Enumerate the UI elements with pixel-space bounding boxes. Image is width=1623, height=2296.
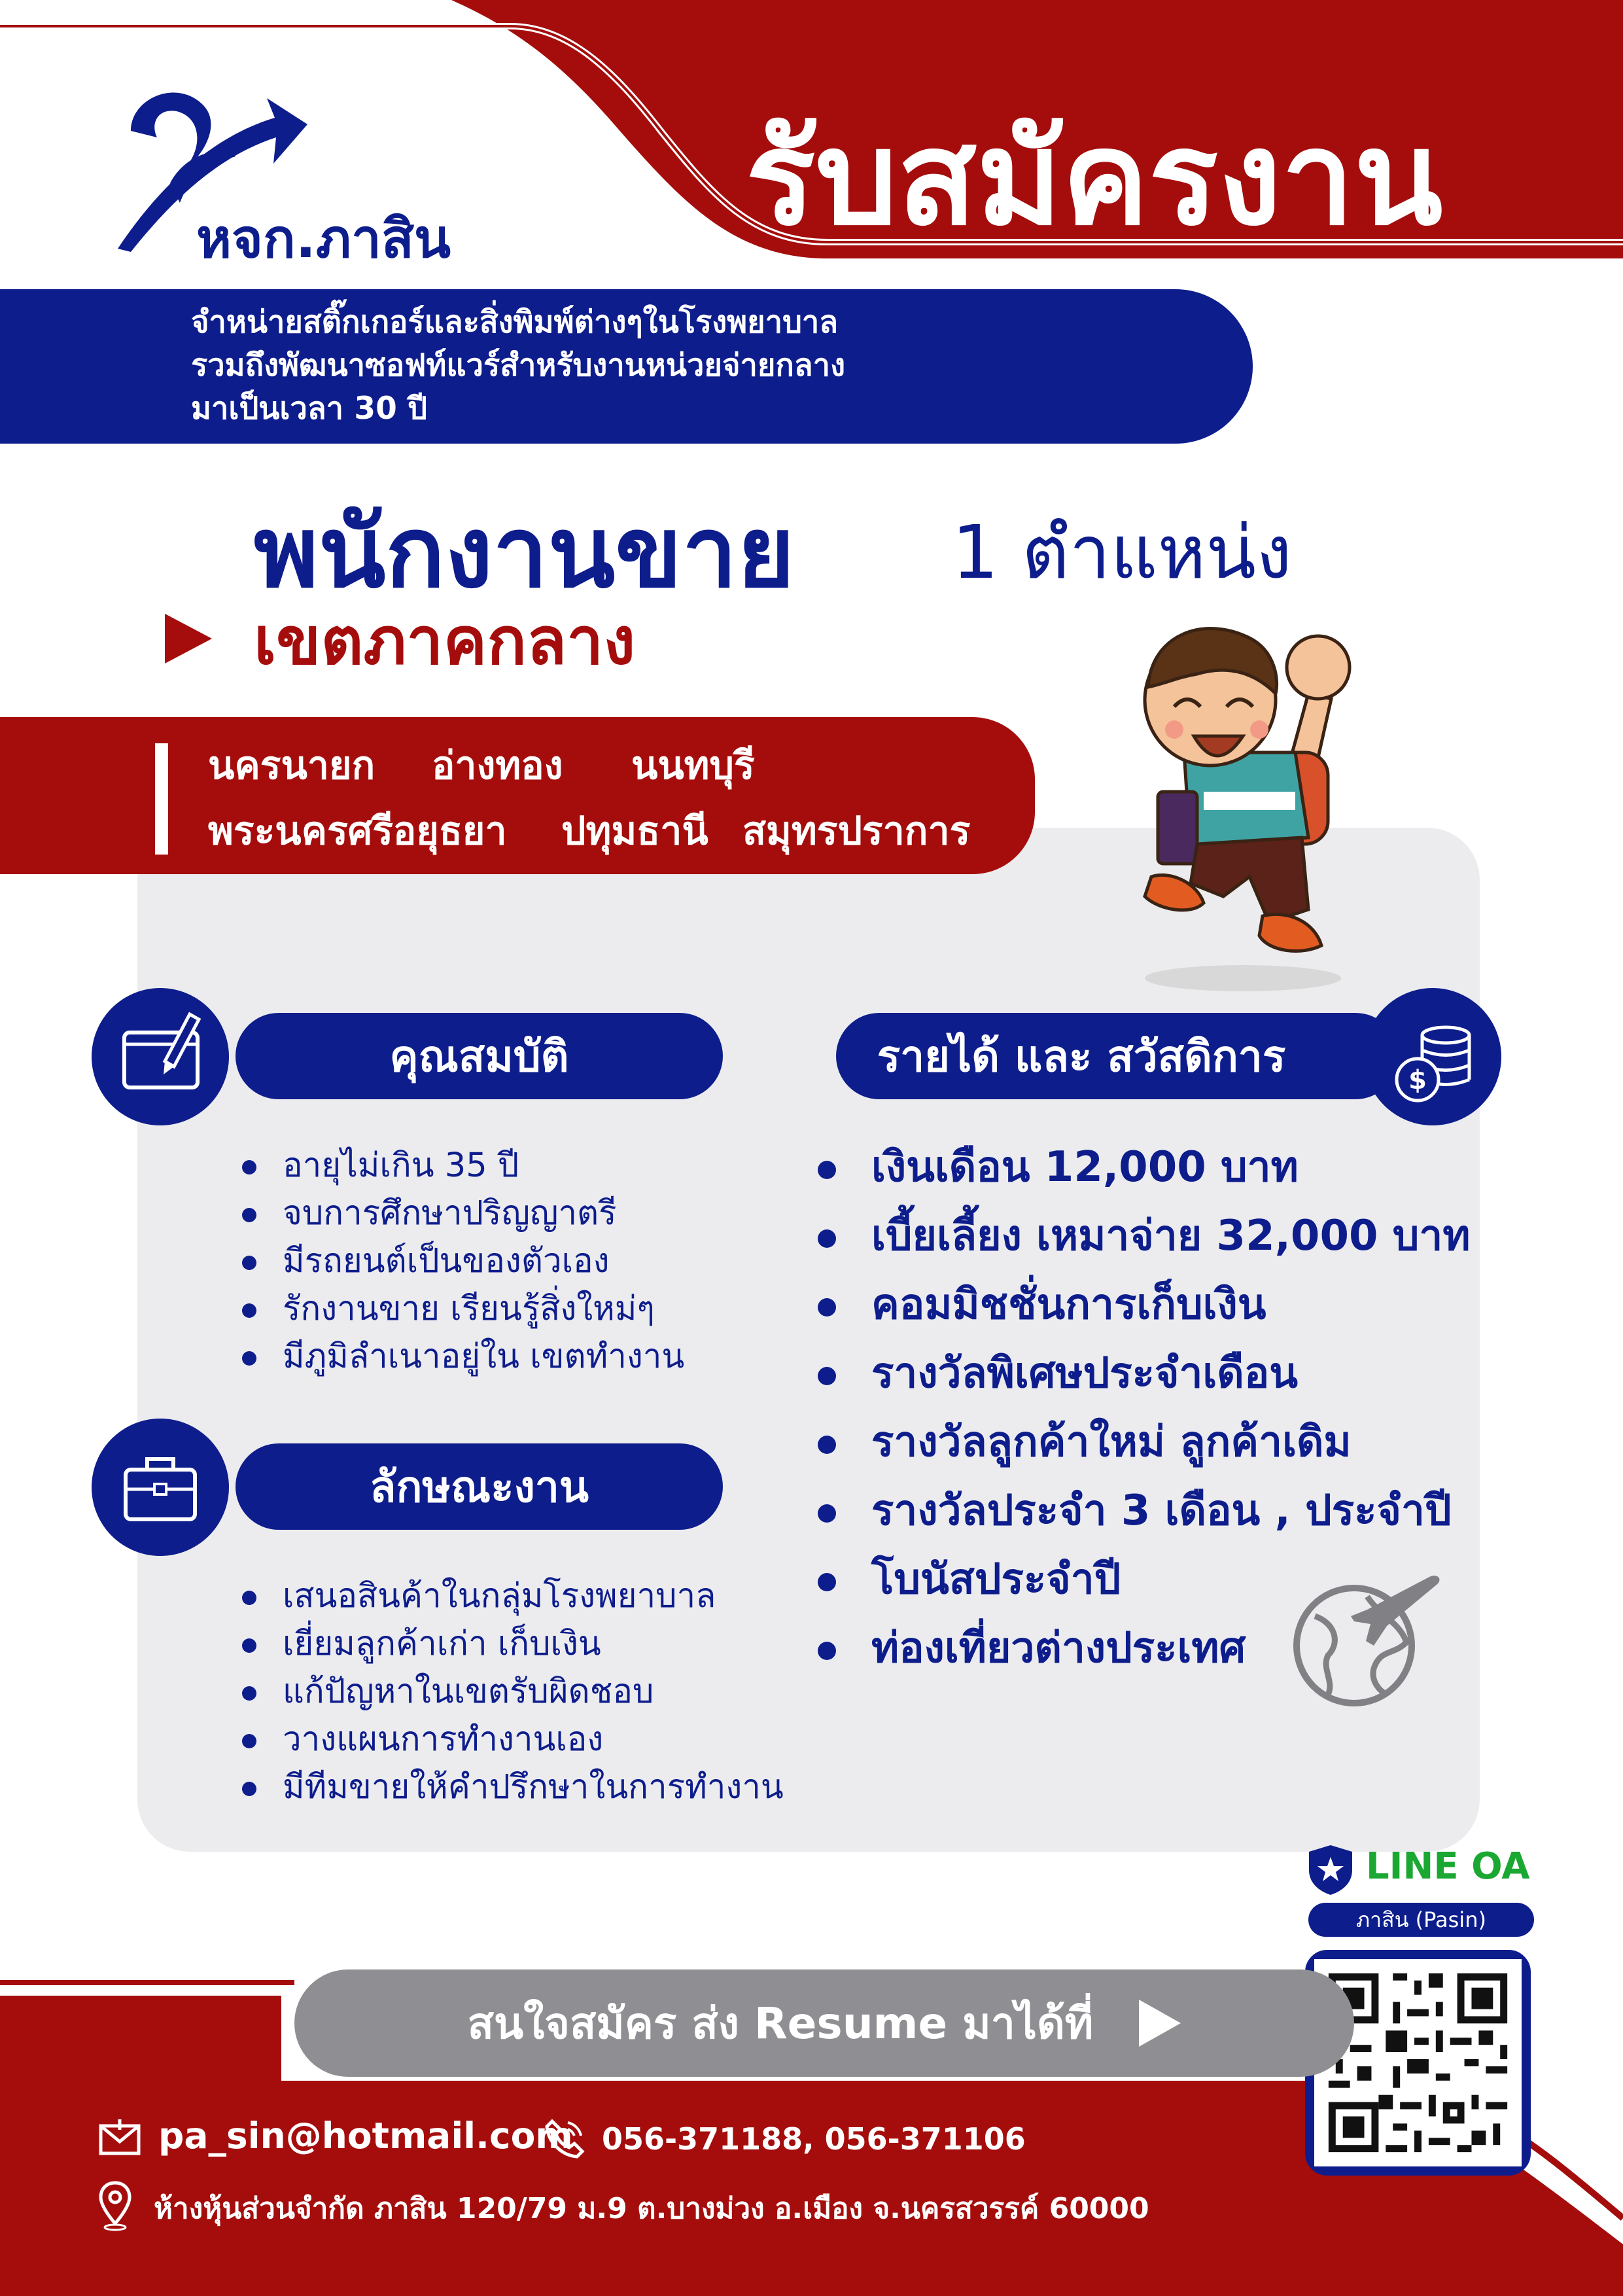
intro-line: มาเป็นเวลา 30 ปี	[191, 391, 428, 427]
company-name: หจก.ภาสิน	[196, 208, 451, 270]
company-intro-banner	[0, 289, 1253, 444]
svg-text:$: $	[1408, 1065, 1427, 1095]
play-arrow-icon	[165, 614, 212, 663]
envelope-icon	[98, 2117, 141, 2156]
qualifications-list	[242, 1142, 684, 1381]
coin-stack-icon	[1364, 988, 1501, 1125]
position-count: 1 ตำแหน่ง	[952, 510, 1292, 595]
list-item: รางวัลลูกค้าใหม่ ลูกค้าเดิม	[818, 1408, 1471, 1477]
list-item: รางวัลประจำ 3 เดือน , ประจำปี	[818, 1477, 1471, 1545]
list-item: เบี้ยเลี้ยง เหมาจ่าย 32,000 บาท	[818, 1202, 1471, 1271]
list-item: จบการศึกษาปริญญาตรี	[242, 1190, 684, 1237]
list-item: มีภูมิลำเนาอยู่ใน เขตทำงาน	[242, 1333, 684, 1381]
provinces-accent-bar	[155, 743, 168, 855]
cta-text: สนใจสมัคร ส่ง Resume มาได้ที่	[467, 1998, 1094, 2049]
location-pin-icon	[97, 2180, 133, 2233]
region-title: เขตภาคกลาง	[254, 603, 636, 679]
list-item: วางแผนการทำงานเอง	[242, 1716, 784, 1763]
list-item: รางวัลพิเศษประจำเดือน	[818, 1339, 1471, 1408]
list-item: มีทีมขายให้คำปรึกษาในการทำงาน	[242, 1763, 784, 1811]
list-item: เงินเดือน 12,000 บาท	[818, 1133, 1471, 1202]
list-item: มีรถยนต์เป็นของตัวเอง	[242, 1237, 684, 1285]
benefits-icon-badge	[1364, 988, 1501, 1125]
job-description-list	[242, 1572, 784, 1811]
list-item: เยี่ยมลูกค้าเก่า เก็บเงิน	[242, 1620, 784, 1668]
boy-mascot-illustration	[1112, 602, 1374, 995]
line-oa-name: ภาสิน (Pasin)	[1308, 1903, 1534, 1937]
tablet-pen-icon	[92, 988, 229, 1125]
line-qr-code[interactable]	[1305, 1950, 1531, 2176]
benefits-header: รายได้ และ สวัสดิการ	[836, 1013, 1399, 1099]
list-item: ท่องเที่ยวต่างประเทศ	[818, 1614, 1471, 1683]
job-description-header: ลักษณะงาน	[236, 1443, 723, 1530]
list-item: คอมมิชชั่นการเก็บเงิน	[818, 1271, 1471, 1339]
list-item: โบนัสประจำปี	[818, 1545, 1471, 1614]
hero-title: รับสมัครงาน	[746, 103, 1443, 254]
globe-plane-icon	[1289, 1564, 1446, 1714]
briefcase-icon	[92, 1419, 229, 1556]
line-oa-title: LINE OA	[1366, 1845, 1530, 1888]
contact-email[interactable]: pa_sin@hotmail.com	[158, 2115, 573, 2157]
list-item: เสนอสินค้าในกลุ่มโรงพยาบาล	[242, 1572, 784, 1620]
qualifications-header: คุณสมบัติ	[236, 1013, 723, 1099]
province: อ่างทอง	[432, 743, 563, 788]
province: นครนายก	[208, 743, 375, 788]
intro-line: จำหน่ายสติ๊กเกอร์และสิ่งพิมพ์ต่างๆในโรงพยาบาล	[191, 304, 839, 340]
contact-phone[interactable]: 056-371188, 056-371106	[602, 2121, 1026, 2157]
play-arrow-icon	[1139, 2000, 1181, 2047]
list-item: อายุไม่เกิน 35 ปี	[242, 1142, 684, 1190]
province: นนทบุรี	[631, 743, 755, 788]
list-item: รักงานขาย เรียนรู้สิ่งใหม่ๆ	[242, 1285, 684, 1333]
phone-icon	[543, 2117, 585, 2159]
contact-address: ห้างหุ้นส่วนจำกัด ภาสิน 120/79 ม.9 ต.บางม่วง อ.เมือง จ.นครสวรรค์ 60000	[154, 2192, 1149, 2225]
province: สมุทรปราการ	[742, 808, 971, 853]
qualifications-icon-badge	[92, 988, 229, 1125]
intro-line: รวมถึงพัฒนาซอฟท์แวร์สำหรับงานหน่วยจ่ายกลาง	[191, 347, 846, 383]
apply-cta-bar[interactable]	[294, 1969, 1354, 2077]
shield-star-icon	[1306, 1844, 1355, 1896]
province: ปทุมธานี	[561, 808, 708, 853]
qr-code-icon	[1314, 1959, 1522, 2166]
position-title: พนักงานขาย	[254, 496, 795, 610]
province: พระนครศรีอยุธยา	[208, 808, 507, 853]
list-item: แก้ปัญหาในเขตรับผิดชอบ	[242, 1668, 784, 1716]
job-icon-badge	[92, 1419, 229, 1556]
